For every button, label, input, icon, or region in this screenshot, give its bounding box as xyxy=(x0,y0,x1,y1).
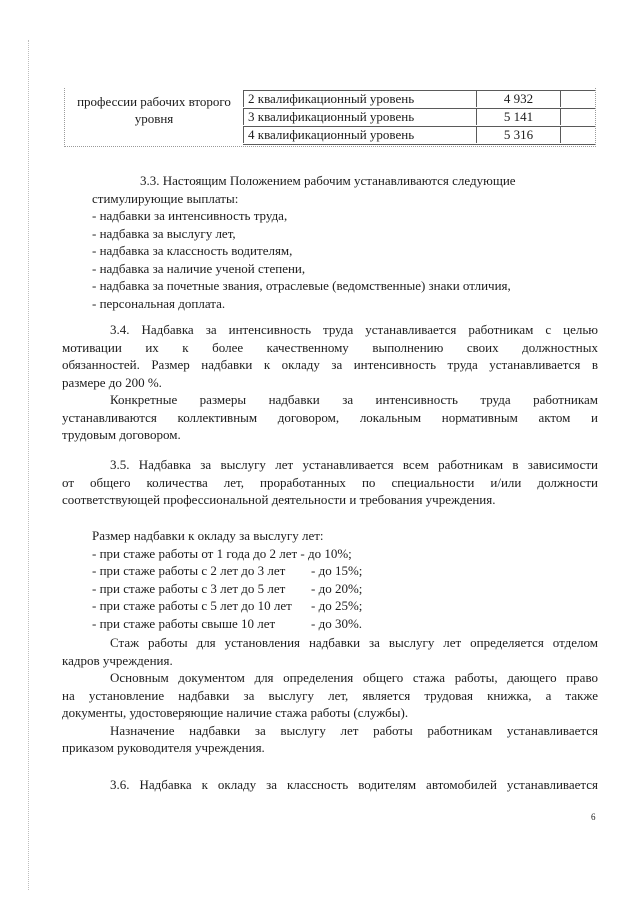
text-line: на установление надбавки за выслугу лет, является трудовая книжка, а также xyxy=(62,687,598,703)
table-salary-cell: 5 141 xyxy=(477,109,561,125)
text-line: Стаж работы для установления надбавки за выслугу лет определяется отделом xyxy=(110,635,598,650)
text-line: Основным документом для определения общего стажа работы, дающего право xyxy=(110,670,598,685)
salary-table xyxy=(64,88,596,147)
table-level-cell: 2 квалификационный уровень xyxy=(243,91,477,107)
list-item: - надбавки за интенсивность труда, xyxy=(92,208,288,223)
table-salary-cell: 5 316 xyxy=(477,127,561,143)
text-line: устанавливаются коллективным договором, локальным нормативным актом и xyxy=(62,409,598,425)
binding-margin-line xyxy=(28,40,29,890)
table-level-cell: 3 квалификационный уровень xyxy=(243,109,477,125)
section-3-4 xyxy=(62,321,598,444)
section-3-3-cont: стимулирующие выплаты: xyxy=(92,190,239,206)
table-category-cell: профессии рабочих второго уровня xyxy=(77,94,231,126)
text-line: приказом руководителя учреждения. xyxy=(62,740,265,755)
section-3-6 xyxy=(62,776,598,794)
section-3-3 xyxy=(92,172,598,207)
table-row xyxy=(243,126,595,145)
text-line: размере до 200 %. xyxy=(62,374,162,390)
section-3-3-heading: 3.3. Настоящим Положением рабочим устанавливаются следующие xyxy=(140,173,516,188)
table-level-cell: 4 квалификационный уровень xyxy=(243,127,477,143)
list-item: - надбавка за выслугу лет, xyxy=(92,225,236,241)
text-line: 3.4. Надбавка за интенсивность труда устанавливается работникам с целью xyxy=(110,322,598,337)
document-page: профессии рабочих второго уровня 2 квалификационный уровень 4 932 3 квалификационный уровень 5 141 4 квалификационный уровень 5 316 3.3. Настоящим Положением рабочим устанавливаются следующие стимулирующие выплаты: - надбавки за интенсивность труда, - надбавка за выслугу лет, - надбавка за классность водителям, - надбавка за наличие ученой степени, - надбавка за почетные звания, отраслевые (ведомственные) знаки отличия, - персональная доплата. 3.4. Надбавка за интенсивность труда устанавливается работникам с целью мотивации их к более качественному выполнению своих должностных обязанностей. Размер надбавки к окладу за интенсивность труда устанавливается в размере до 200 %. Конкретные размеры надбавки за интенсивность труда работникам устанавливаются коллективным договором, локальным нормативным актом и трудовым договором. 3.5. Надбавка за выслугу лет устанавливается всем работникам в зависимости от общего количества лет, проработанных по специальности и/или должности соответствующей профессиональной деятельности и требования учреждения. Размер надбавки к окладу за выслугу лет: - при стаже работы от 1 года до 2 лет - до 10%; - при стаже работы с 2 лет до 3 лет - до 15%; - при стаже работы с 3 лет до 5 лет - до 20%; - при стаже работы с 5 лет до 10 лет - до 25%; - при стаже работы свыше 10 лет - до 30%. Стаж работы для установления надбавки за выслугу лет определяется отделом кадров учреждения. Основным документом для определения общего стажа работы, дающего право на установление надбавки за выслугу лет, является трудовая книжка, а также документы, удостоверяющие наличие стажа работы (службы). Назначение надбавки за выслугу лет работы работникам устанавливается приказом руководителя учреждения. 3.6. Надбавка к окладу за классность водителям автомобилей устанавливается 6 xyxy=(0,0,640,905)
section-3-5 xyxy=(62,456,598,509)
text-line: обязанностей. Размер надбавки к окладу за интенсивность труда устанавливается в xyxy=(62,357,598,372)
text-line: соответствующей профессиональной деятельности и требования учреждения. xyxy=(62,492,496,507)
list-item: - надбавка за классность водителям, xyxy=(92,243,293,258)
tiers-title: Размер надбавки к окладу за выслугу лет: xyxy=(92,528,324,543)
text-line: Назначение надбавки за выслугу лет работы работникам устанавливается xyxy=(110,722,598,738)
text-line: Конкретные размеры надбавки за интенсивность труда работникам xyxy=(110,392,598,407)
stimulus-list xyxy=(92,207,511,312)
list-item: - персональная доплата. xyxy=(92,295,226,311)
text-line: трудовым договором. xyxy=(62,427,181,442)
table-levels xyxy=(243,88,595,146)
text-line: 3.6. Надбавка к окладу за классность водителям автомобилей устанавливается xyxy=(110,777,598,792)
text-line: кадров учреждения. xyxy=(62,652,173,668)
table-salary-cell: 4 932 xyxy=(477,91,561,107)
list-item: - надбавка за почетные звания, отраслевые (ведомственные) знаки отличия, xyxy=(92,278,511,293)
table-row xyxy=(243,108,595,126)
text-line: документы, удостоверяющие наличие стажа работы (службы). xyxy=(62,705,409,720)
text-line: 3.5. Надбавка за выслугу лет устанавливается всем работникам в зависимости xyxy=(110,457,598,472)
text-line: мотивации их к более качественному выполнению своих должностных xyxy=(62,339,598,355)
text-line: от общего количества лет, проработанных по специальности и/или должности xyxy=(62,474,598,490)
table-row xyxy=(243,90,595,108)
page-number: 6 xyxy=(591,812,596,822)
list-item: - надбавка за наличие ученой степени, xyxy=(92,260,306,276)
seniority-paragraphs xyxy=(62,634,598,757)
